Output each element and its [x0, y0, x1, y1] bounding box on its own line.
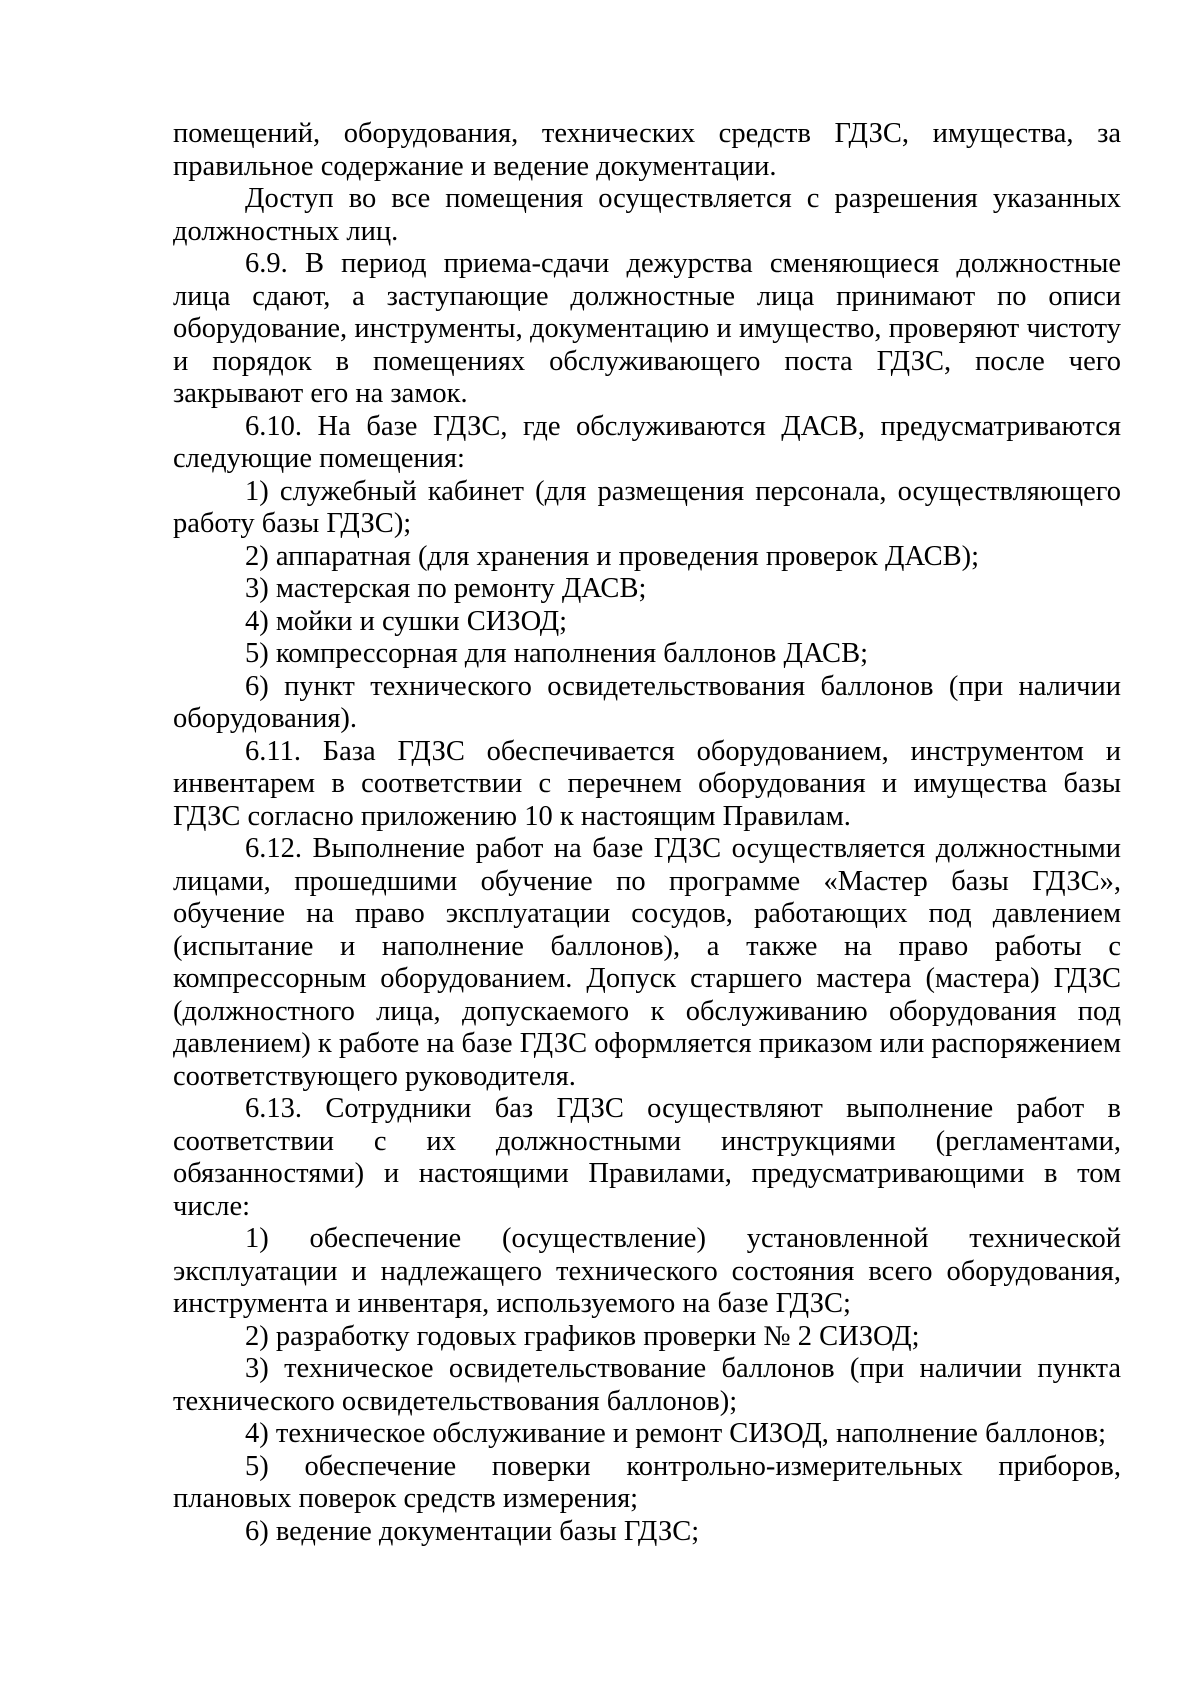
list-item: 5) компрессорная для наполнения баллонов ДАСВ;: [245, 638, 868, 669]
clause-6-9: 6.9. В период приема-сдачи дежурства сменяющиеся должностные лица сдают, а заступающие должностные лица принимают по описи оборудование, инструменты, документацию и имущество, проверяют чистоту и порядок в помещениях обслуживающего поста ГДЗС, после чего закрывают его на замок.: [173, 248, 1121, 409]
list-item: 6) пункт технического освидетельствования баллонов (при наличии оборудования).: [173, 670, 1121, 734]
list-item: 4) мойки и сушки СИЗОД;: [245, 605, 568, 637]
paragraph-continuation: помещений, оборудования, технических средств ГДЗС, имущества, за правильное содержание и ведение документации.: [173, 118, 1121, 182]
clause-6-12: 6.12. Выполнение работ на базе ГДЗС осуществляется должностными лицами, прошедшими обучение по программе «Мастер базы ГДЗС», обучение на право эксплуатации сосудов, работающих под давлением (испытание и наполнение баллонов), а также на право работы с компрессорным оборудованием. Допуск старшего мастера (мастера) ГДЗС (должностного лица, допускаемого к обслуживанию оборудования под давлением) к работе на базе ГДЗС оформляется приказом или распоряжением соответствующего руководителя.: [173, 833, 1121, 1092]
list-item: 4) техническое обслуживание и ремонт СИЗОД, наполнение баллонов;: [245, 1418, 1107, 1449]
list-item: 6) ведение документации базы ГДЗС;: [245, 1515, 700, 1547]
paragraph-access: Доступ во все помещения осуществляется с разрешения указанных должностных лиц.: [173, 183, 1121, 247]
clause-6-11: 6.11. База ГДЗС обеспечивается оборудованием, инструментом и инвентарем в соответствии с перечнем оборудования и имущества базы ГДЗС согласно приложению 10 к настоящим Правилам.: [173, 735, 1121, 832]
list-item: 1) обеспечение (осуществление) установленной технической эксплуатации и надлежащего технического состояния всего оборудования, инструмента и инвентаря, используемого на базе ГДЗС;: [173, 1223, 1121, 1319]
list-item: 1) служебный кабинет (для размещения персонала, осуществляющего работу базы ГДЗС);: [173, 475, 1121, 539]
document-page: [173, 118, 1121, 1548]
list-item: 5) обеспечение поверки контрольно-измерительных приборов, плановых поверок средств измерения;: [173, 1450, 1121, 1514]
list-item: 2) разработку годовых графиков проверки № 2 СИЗОД;: [245, 1320, 920, 1352]
clause-6-13: 6.13. Сотрудники баз ГДЗС осуществляют выполнение работ в соответствии с их должностными инструкциями (регламентами, обязанностями) и настоящими Правилами, предусматривающими в том числе:: [173, 1093, 1121, 1222]
list-item: 3) техническое освидетельствование баллонов (при наличии пункта технического освидетельствования баллонов);: [173, 1353, 1121, 1417]
list-item: 2) аппаратная (для хранения и проведения проверок ДАСВ);: [245, 540, 980, 572]
list-item: 3) мастерская по ремонту ДАСВ;: [245, 573, 647, 604]
clause-6-10: 6.10. На базе ГДЗС, где обслуживаются ДАСВ, предусматриваются следующие помещения:: [173, 410, 1121, 474]
